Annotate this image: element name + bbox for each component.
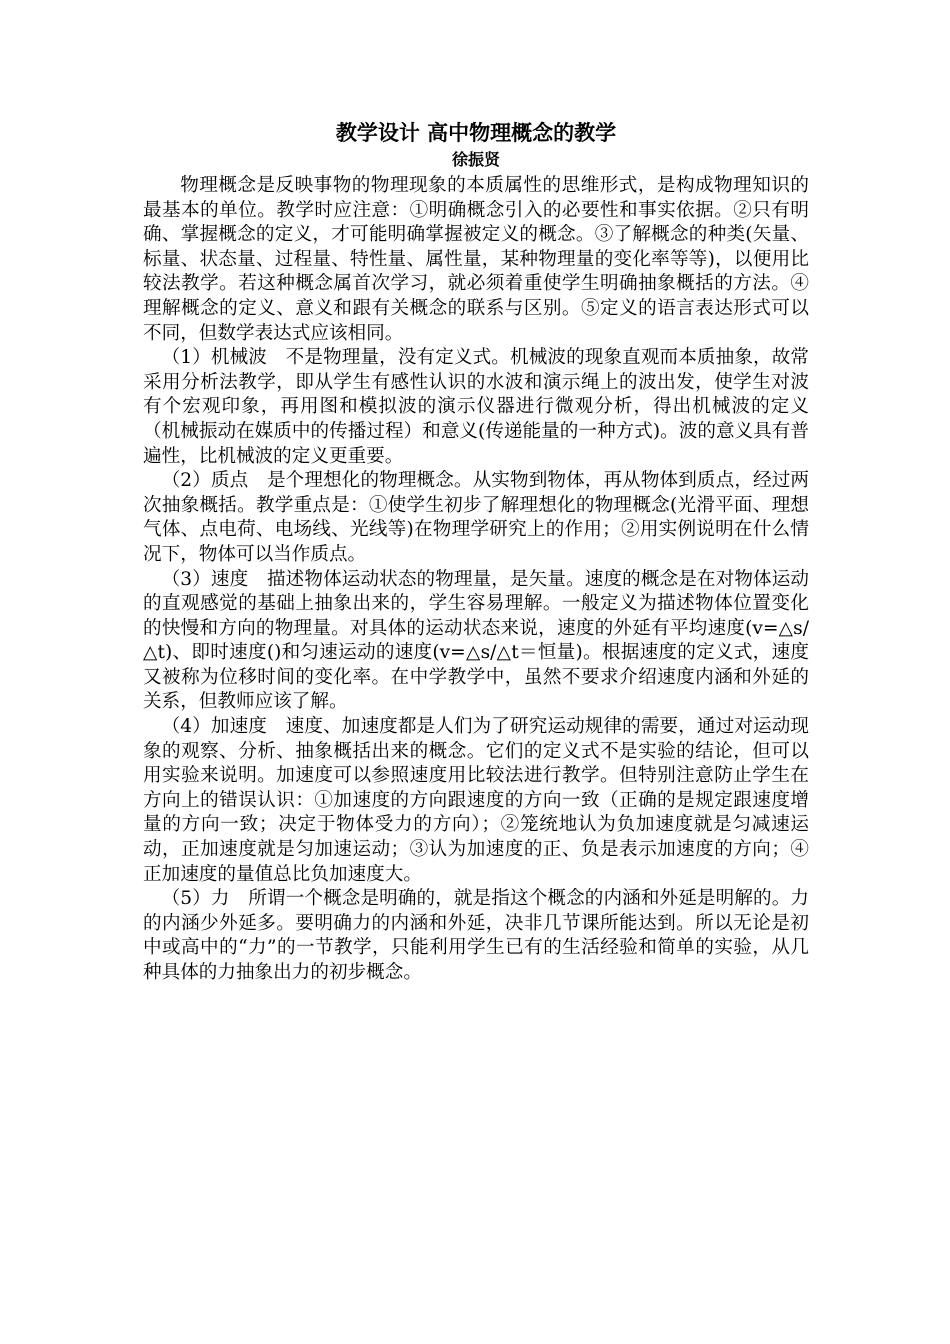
section-force: （5）力 所谓一个概念是明确的，就是指这个概念的内涵和外延是明解的。力的内涵少外延多。要明确力的内涵和外延，决非几节课所能达到。所以无论是初中或高中的“力”的一节教学，只能利用学生已有的生活经验和简单的实验，从几种具体的力抽象出力的初步概念。: [143, 888, 809, 983]
section-acceleration: （4）加速度 速度、加速度都是人们为了研究运动规律的需要，通过对运动现象的观察、分析、抽象概括出来的概念。它们的定义式不是实验的结论，但可以用实验来说明。加速度可以参照速度用比较法进行教学。但特别注意防止学生在方向上的错误认识：①加速度的方向跟速度的方向一致（正确的是规定跟速度增量的方向一致；决定于物体受力的方向）；②笼统地认为负加速度就是匀减速运动，正加速度就是匀加速运动；③认为加速度的正、负是表示加速度的方向；④正加速度的量值总比负加速度大。: [143, 716, 809, 885]
intro-paragraph: 物理概念是反映事物的物理现象的本质属性的思维形式，是构成物理知识的最基本的单位。教学时应注意：①明确概念引入的必要性和事实依据。②只有明确、掌握概念的定义，才可能明确掌握被定义的概念。③了解概念的种类(矢量、标量、状态量、过程量、特性量、属性量，某种物理量的变化率等等)，以便用比较法教学。若这种概念属首次学习，就必须着重使学生明确抽象概括的方法。④理解概念的定义、意义和跟有关概念的联系与区别。⑤定义的语言表达形式可以不同，但数学表达式应该相同。: [143, 175, 809, 344]
section-particle: （2）质点 是个理想化的物理概念。从实物到物体，再从物体到质点，经过两次抽象概括。教学重点是：①使学生初步了解理想化的物理概念(光滑平面、理想气体、点电荷、电场线、光线等)在物理学研究上的作用；②用实例说明在什么情况下，物体可以当作质点。: [143, 470, 809, 565]
document-title: 教学设计 高中物理概念的教学: [335, 121, 617, 145]
section-mechanical-wave: （1）机械波 不是物理量，没有定义式。机械波的现象直观而本质抽象，故常采用分析法教学，即从学生有感性认识的水波和演示绳上的波出发，使学生对波有个宏观印象，再用图和模拟波的演示仪器进行微观分析，得出机械波的定义（机械振动在媒质中的传播过程）和意义(传递能量的一种方式)。波的意义具有普遍性，比机械波的定义更重要。: [143, 347, 809, 467]
section-velocity: （3）速度 描述物体运动状态的物理量，是矢量。速度的概念是在对物体运动的直观感觉的基础上抽象出来的，学生容易理解。一般定义为描述物体位置变化的快慢和方向的物理量。对具体的运动状态来说，速度的外延有平均速度(v=△s/△t)、即时速度()和匀速运动的速度(v=△s/△t＝恒量)。根据速度的定义式，速度又被称为位移时间的变化率。在中学教学中，虽然不要求介绍速度内涵和外延的关系，但教师应该了解。: [143, 568, 809, 713]
document-author: 徐振贤: [451, 150, 500, 169]
document-body: [143, 118, 809, 986]
